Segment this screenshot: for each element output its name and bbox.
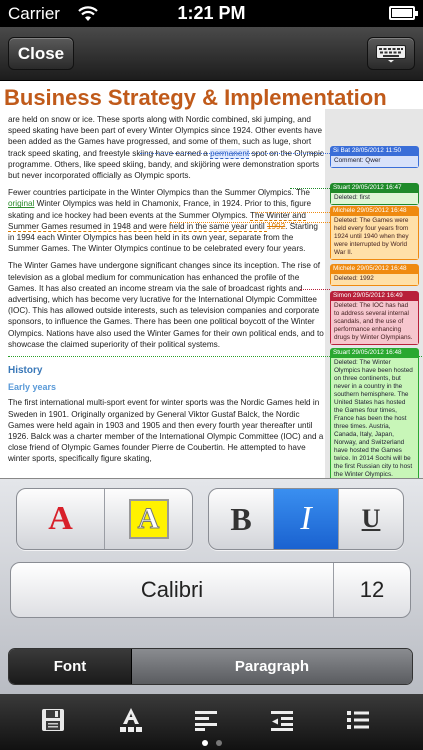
- list-button[interactable]: [344, 706, 372, 734]
- tab-paragraph[interactable]: Paragraph: [132, 649, 412, 684]
- align-button[interactable]: [192, 706, 220, 734]
- close-button[interactable]: Close: [8, 37, 74, 70]
- comment-leader: [170, 222, 330, 223]
- changed-text[interactable]: The Winter and Summer Games resumed in 1948 and were held in the same year until: [8, 210, 306, 231]
- highlight-color-button[interactable]: [105, 489, 192, 549]
- comment-leader: [140, 153, 330, 154]
- comment-leader: [290, 188, 330, 189]
- save-icon: [41, 708, 65, 732]
- save-button[interactable]: [39, 706, 67, 734]
- paragraph-3: The Winter Games have undergone significant changes since its inception. The rise of television as a global medium for communication has enhanced the profile of the Games. It has also created an income stream via the sale of broadcast rights and advertising, which has become very lucrative for the International Olympic Committee (IOC). This has allowed outside interests, such as television companies and corporate sponsors, to influence the Games. There has been one political boycott of the Winter Olympics. Nations have also used the Winter Games for their own political ends, and to showcase the claimed superiority of their political systems.: [8, 261, 324, 349]
- font-name-button[interactable]: Calibri: [11, 563, 334, 617]
- document-view[interactable]: [0, 81, 423, 478]
- style-segment: [208, 488, 404, 550]
- commented-word[interactable]: permanent: [210, 148, 250, 158]
- deleted-text[interactable]: 1992: [266, 221, 286, 231]
- page-dot: [202, 740, 208, 746]
- bottom-toolbar: [0, 694, 423, 750]
- comment-balloon[interactable]: Si Bat 28/05/2012 11:50 Comment: Qwer: [330, 146, 419, 168]
- keyboard-icon: [376, 45, 406, 63]
- status-bar: [0, 0, 423, 27]
- paragraph-2: Fewer countries participate in the Winter Olympics than the Summer Olympics. The original Winter Olympics was held in Chamonix, France, in 1924. Prior to this, figure skating and ice hockey had been events at the Summer Olympics. The Winter and Summer Games resumed in 1948 and were held in the same year until 1992. Starting in 1994 each Winter Olympics has been held in its own year, separate from the Summer Games. The Winter Olympics continue to be celebrated every four years.: [8, 188, 318, 254]
- paragraph-1: are held on snow or ice. These sports along with Nordic combined, ski jumping, and speed skating have been part of every Winter Olympics since 1924. Other events have been added as the Games have progressed, and some of them, such as luge, short track speed skating, and freestyle skiing have earned a permanent spot on the Olympic programme. Others, like speed skiing, bandy, and skijöring were demonstration sports but never incorporated officially as Olympic sports.: [8, 115, 324, 181]
- comment-balloon[interactable]: Michele 29/05/2012 16:48 Deleted: The Games were held every four years from 1924 until 1940 when they were interrupted by World War II.: [330, 206, 419, 260]
- format-panel: [0, 478, 423, 694]
- indent-button[interactable]: [268, 706, 296, 734]
- battery-icon: [389, 6, 415, 20]
- align-left-icon: [194, 709, 218, 731]
- paragraph-4: The first international multi-sport event for winter sports was the Nordic Games held in Sweden in 1901. Originally organized by General Viktor Gustaf Balck, the Nordic Games were held again in 1903 and 1905 and then every fourth year thereafter until 1926. Balck was a charter member of the International Olympic Committee (IOC) and a close friend of Olympic Games founder Pierre de Coubertin. He attempted to have winter sports, specifically figure skating,: [8, 398, 324, 464]
- carrier-label: Carrier: [8, 4, 60, 23]
- font-color-icon: A: [48, 500, 73, 537]
- bold-button[interactable]: [209, 489, 274, 549]
- comment-balloon[interactable]: Stuart 29/05/2012 16:47 Deleted: first: [330, 183, 419, 205]
- heading-history: History: [8, 365, 43, 377]
- comment-balloon[interactable]: Michele 29/05/2012 16:48 Deleted: 1992: [330, 264, 419, 286]
- format-tabs: [8, 648, 413, 685]
- underline-button[interactable]: [339, 489, 403, 549]
- italic-button[interactable]: [274, 489, 339, 549]
- comment-balloon[interactable]: Stuart 29/05/2012 16:48 Deleted: The Winter Olympics have been hosted on three continents, but never in a country in the southern hemisphere. The United States has hosted the Games four times, France has been the host three times. Austria, Canada, Italy, Japan, Norway, and Switzerland have hosted the Games twice. In 2014 Sochi will be the first Russian city to host the Winter Olympics.: [330, 348, 419, 478]
- indent-icon: [270, 709, 294, 731]
- inserted-word[interactable]: original: [8, 199, 35, 209]
- highlight-icon: A: [129, 499, 169, 539]
- tab-font[interactable]: Font: [9, 649, 132, 684]
- font-size-button[interactable]: 12: [359, 577, 385, 602]
- bold-icon: B: [230, 500, 252, 537]
- list-icon: [346, 709, 370, 731]
- document-body[interactable]: [8, 114, 326, 471]
- underline-icon: U: [361, 504, 381, 533]
- comment-balloon[interactable]: Simon 29/05/2012 16:49 Deleted: The IOC has had to address several internal scandals, and the use of performance enhancing drugs by Winter Olympians.: [330, 291, 419, 345]
- comment-leader: [300, 289, 330, 290]
- document-title: Business Strategy & Implementation: [4, 85, 387, 110]
- comment-leader: [255, 212, 330, 213]
- top-toolbar: [0, 27, 423, 81]
- italic-icon: I: [300, 500, 312, 537]
- clock: 1:21 PM: [177, 3, 246, 23]
- color-segment: [16, 488, 193, 550]
- heading-early-years: Early years: [8, 382, 57, 393]
- text-style-icon: [119, 707, 143, 733]
- page-dot: [216, 740, 222, 746]
- page-indicator[interactable]: [0, 740, 423, 746]
- font-selector: [10, 562, 411, 618]
- font-color-button[interactable]: [17, 489, 105, 549]
- text-style-button[interactable]: [117, 706, 145, 734]
- keyboard-button[interactable]: [367, 37, 415, 70]
